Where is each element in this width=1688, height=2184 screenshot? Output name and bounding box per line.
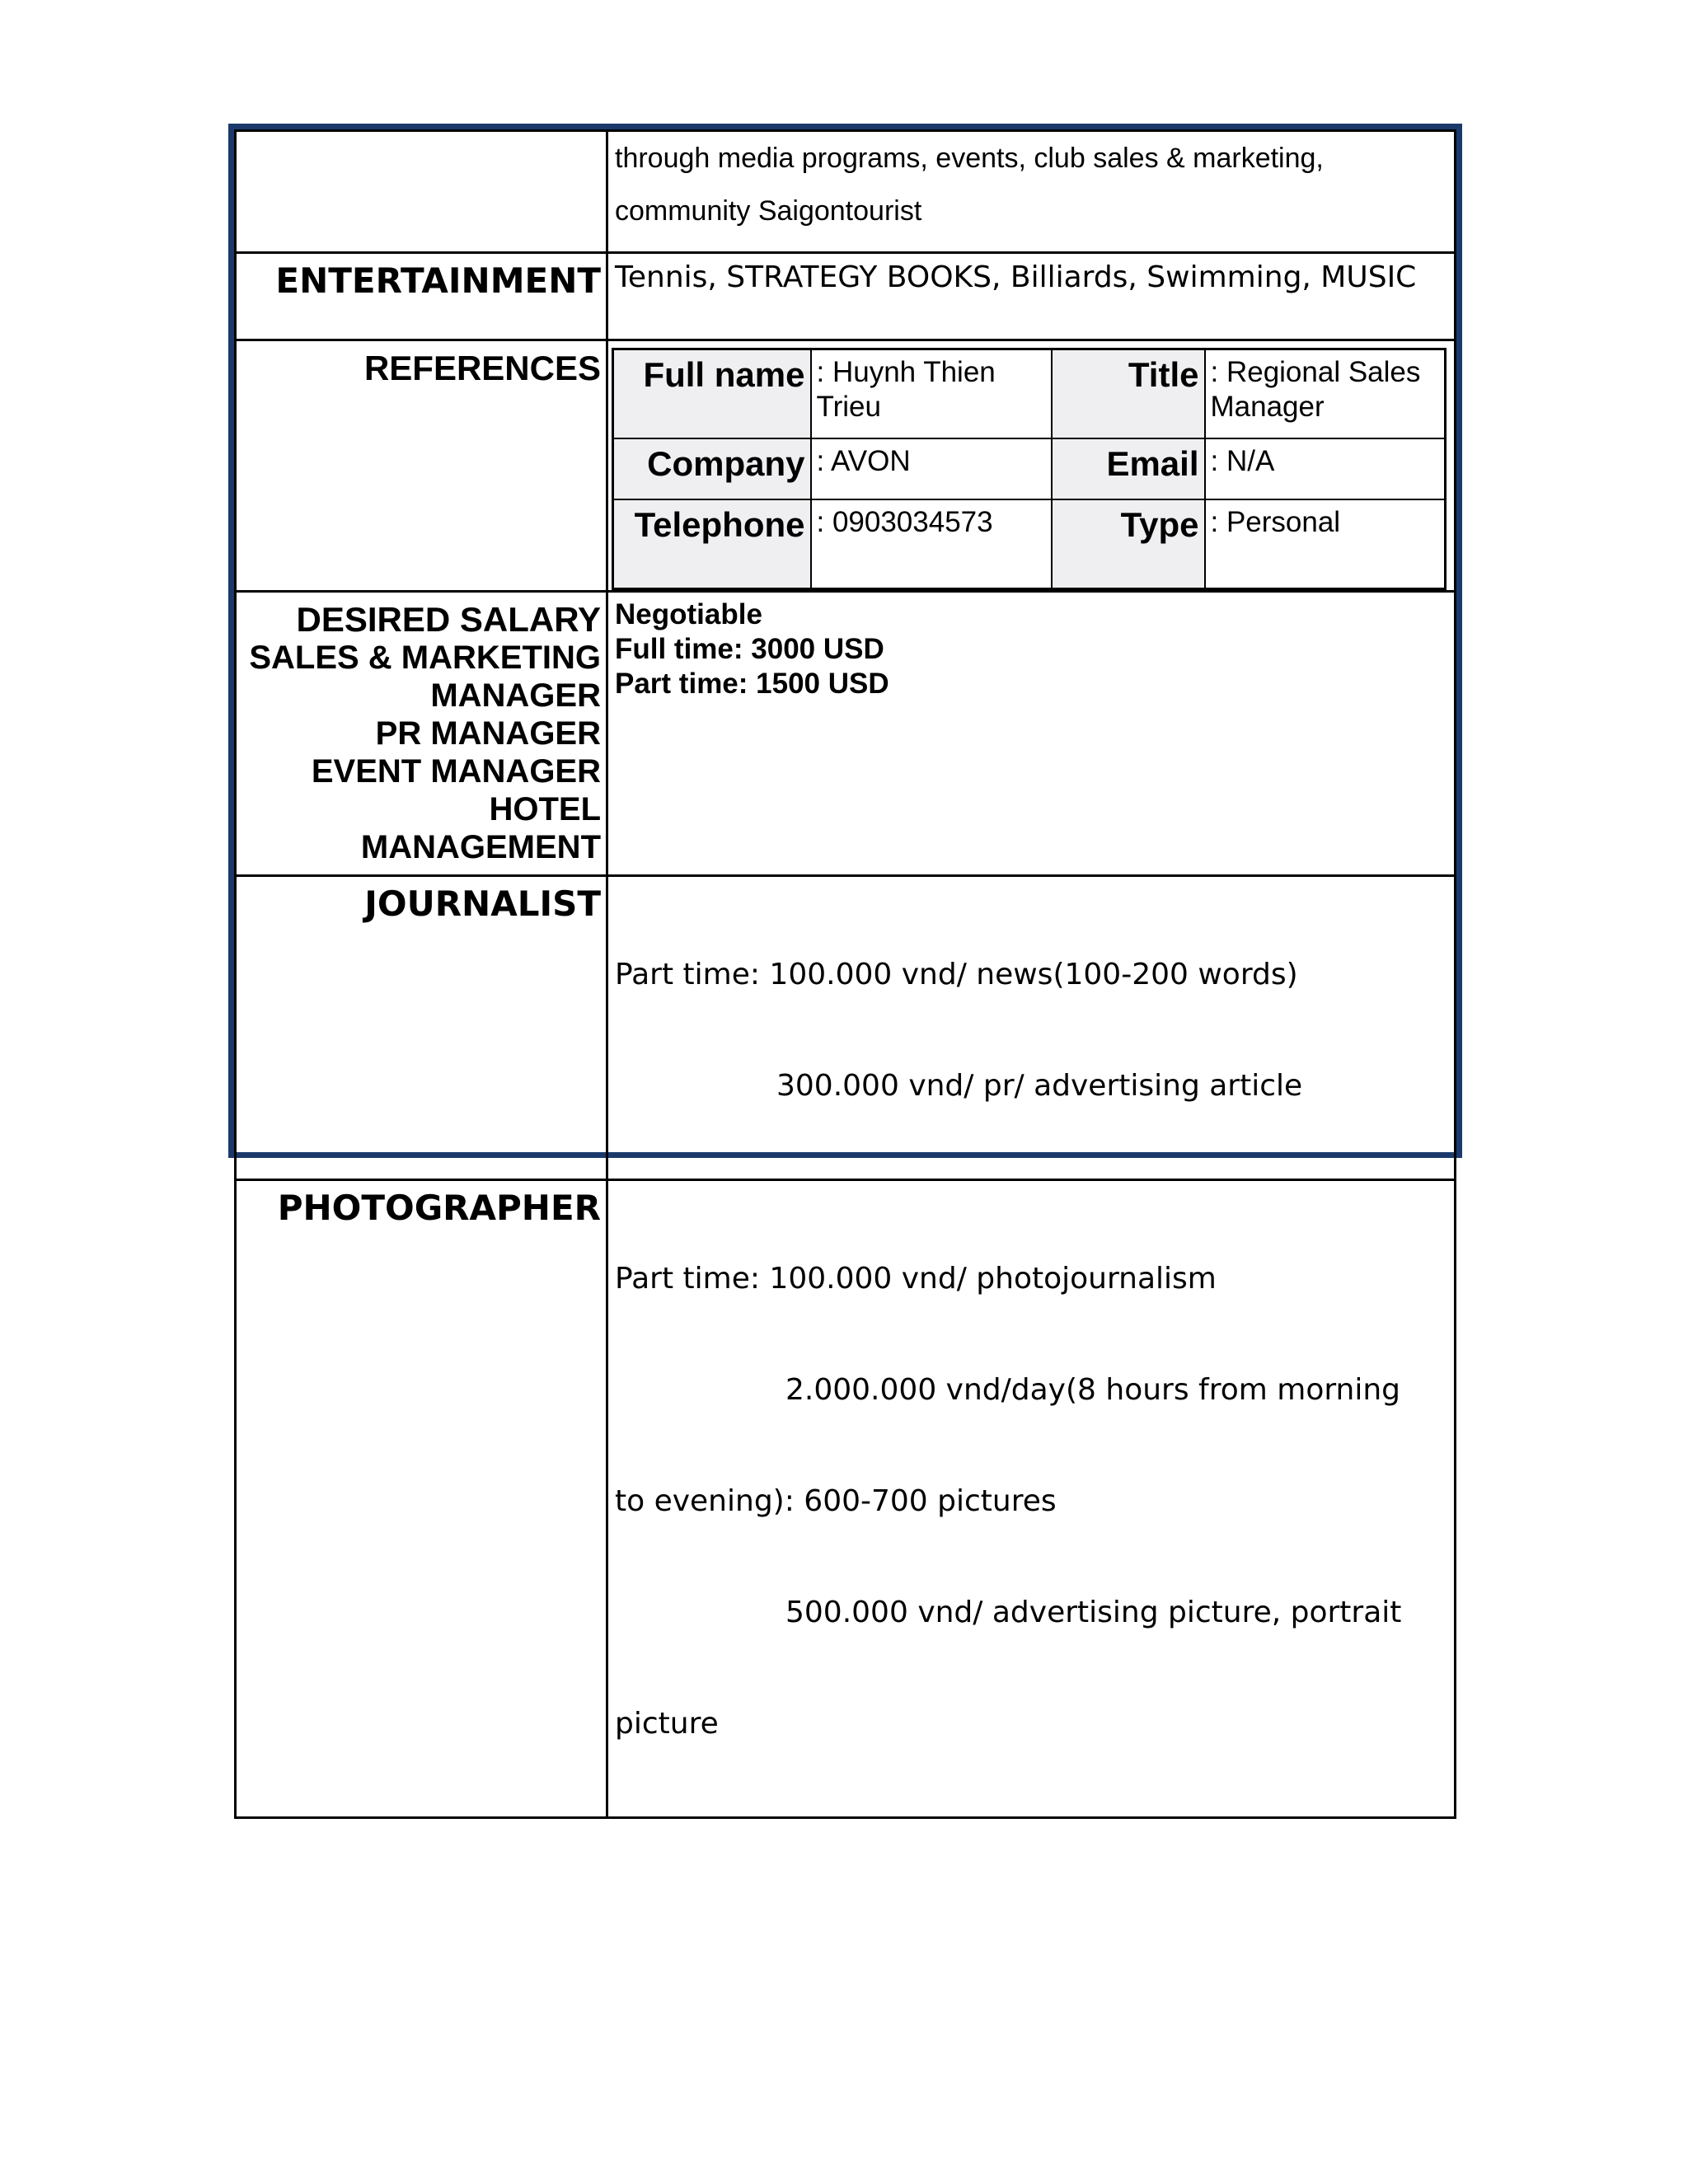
intro-value-cell	[607, 131, 1456, 253]
references-row-name	[613, 349, 1446, 439]
desired-salary-row	[236, 592, 1456, 876]
journalist-label: JOURNALIST	[236, 876, 607, 1180]
title-label: Title	[1052, 349, 1205, 439]
resume-table-frame	[228, 124, 1462, 1741]
type-value: : Personal	[1205, 499, 1446, 589]
references-value-cell	[607, 340, 1456, 592]
photographer-rate-3-cont: picture	[615, 1707, 719, 1741]
intro-row	[236, 131, 1456, 253]
entertainment-row	[236, 253, 1456, 340]
title-value: : Regional Sales Manager	[1205, 349, 1446, 439]
photographer-rate-3: 500.000 vnd/ advertising picture, portrait	[785, 1596, 1402, 1629]
position-sales-marketing: SALES & MARKETING	[249, 640, 601, 676]
entertainment-label: ENTERTAINMENT	[236, 253, 607, 340]
position-pr-manager: PR MANAGER	[375, 715, 601, 752]
full-name-label: Full name	[613, 349, 811, 439]
position-manager: MANAGER	[430, 677, 601, 714]
desired-salary-value-cell	[607, 592, 1456, 876]
position-management: MANAGEMENT	[360, 829, 601, 865]
intro-line-2: community Saigontourist	[615, 195, 922, 227]
type-label: Type	[1052, 499, 1205, 589]
photographer-rate-2: 2.000.000 vnd/day(8 hours from morning	[785, 1373, 1400, 1407]
photographer-rate-2-cont: to evening): 600-700 pictures	[615, 1484, 1057, 1518]
salary-part-time: Part time: 1500 USD	[615, 668, 889, 700]
references-row-telephone	[613, 499, 1446, 589]
journalist-rate-2: 300.000 vnd/ pr/ advertising article	[776, 1069, 1303, 1103]
references-row	[236, 340, 1456, 592]
telephone-label: Telephone	[613, 499, 811, 589]
entertainment-value-cell	[607, 253, 1456, 340]
email-value: : N/A	[1205, 438, 1446, 499]
photographer-value-cell	[607, 1180, 1456, 1818]
email-label: Email	[1052, 438, 1205, 499]
references-table	[612, 348, 1447, 590]
salary-negotiable: Negotiable	[615, 598, 762, 630]
photographer-row	[236, 1180, 1456, 1818]
intro-label-cell	[236, 131, 607, 253]
full-name-value: : Huynh Thien Trieu	[811, 349, 1052, 439]
journalist-rate-1: Part time: 100.000 vnd/ news(100-200 words)	[615, 958, 1298, 991]
references-row-company	[613, 438, 1446, 499]
entertainment-value: Tennis, STRATEGY BOOKS, Billiards, Swimming, MUSIC	[615, 260, 1417, 294]
photographer-label: PHOTOGRAPHER	[236, 1180, 607, 1818]
photographer-rate-1: Part time: 100.000 vnd/ photojournalism	[615, 1262, 1217, 1296]
position-hotel: HOTEL	[489, 791, 601, 827]
references-label: REFERENCES	[236, 340, 607, 592]
resume-table	[234, 129, 1456, 1819]
company-label: Company	[613, 438, 811, 499]
intro-line-1: through media programs, events, club sales & marketing,	[615, 143, 1324, 174]
company-value: : AVON	[811, 438, 1052, 499]
journalist-value-cell	[607, 876, 1456, 1180]
salary-full-time: Full time: 3000 USD	[615, 633, 884, 665]
desired-salary-label-cell	[236, 592, 607, 876]
desired-salary-label: DESIRED SALARY	[296, 600, 601, 639]
telephone-value: : 0903034573	[811, 499, 1052, 589]
position-event-manager: EVENT MANAGER	[311, 753, 601, 790]
journalist-row	[236, 876, 1456, 1180]
